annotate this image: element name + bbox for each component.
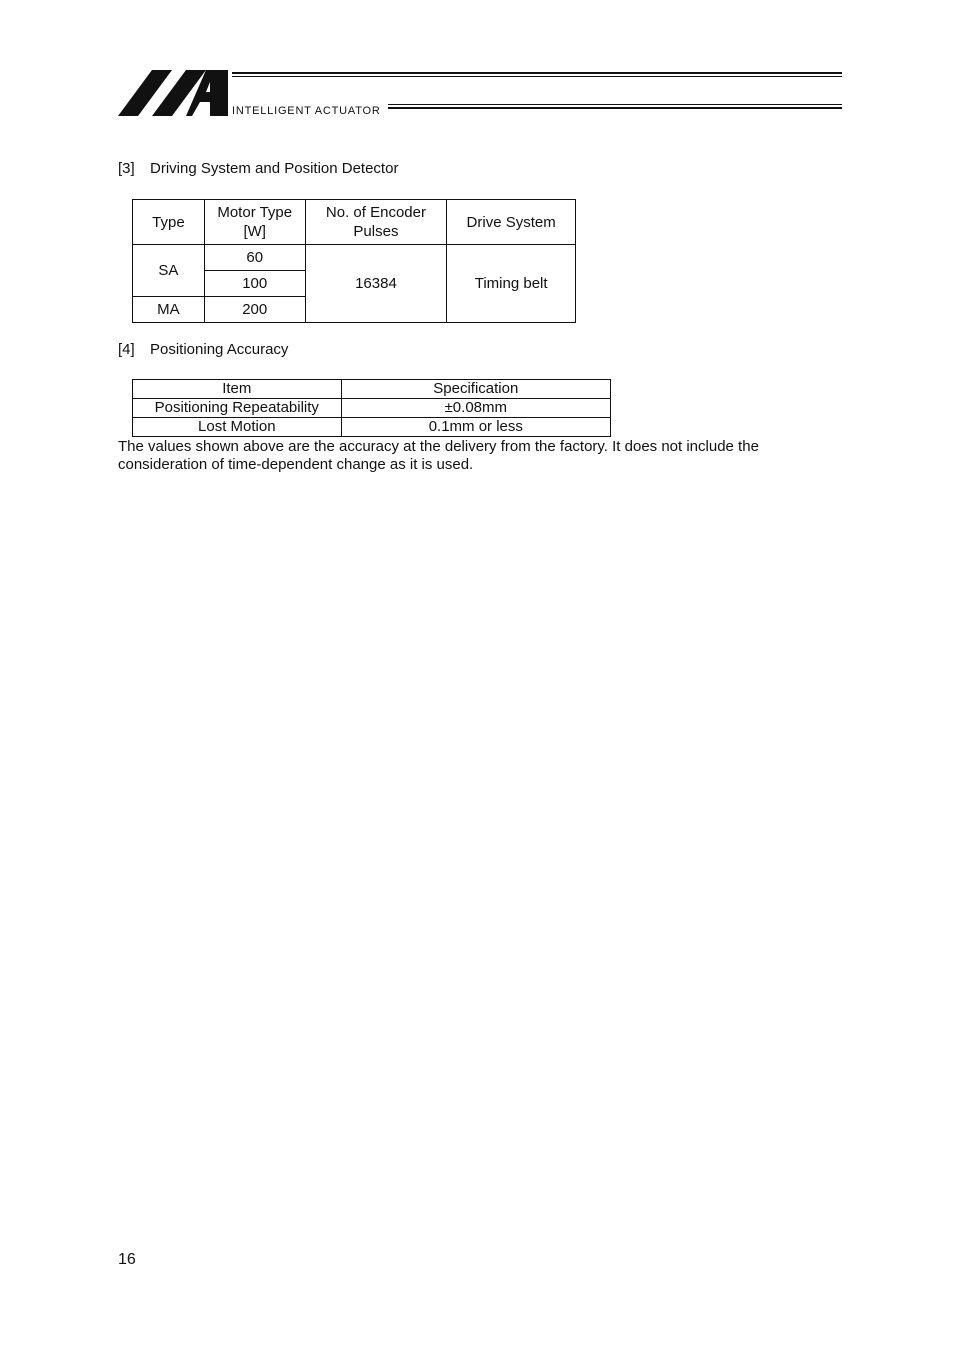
section-4-number: [4] [118,341,135,358]
cell-spec: ±0.08mm [341,399,610,418]
header-drive-system: Drive System [447,200,576,245]
cell-type: MA [133,297,205,323]
page-header [118,68,842,120]
header-rule-top-2 [232,76,842,77]
cell-item: Lost Motion [133,418,342,437]
section-3-title: Driving System and Position Detector [150,160,399,177]
table-row [133,399,611,418]
page-number: 16 [118,1251,136,1268]
cell-drive-system: Timing belt [447,245,576,323]
table-row [133,245,576,271]
iai-logo-icon [118,68,230,118]
section-4-title: Positioning Accuracy [150,341,289,358]
cell-motor: 200 [204,297,305,323]
accuracy-note: The values shown above are the accuracy at the delivery from the factory. It does not include the consideration of time-dependent change as it is used. [118,438,759,473]
cell-motor: 100 [204,271,305,297]
header-encoder-pulses: No. of Encoder Pulses [305,200,447,245]
section-3-heading [118,160,398,177]
cell-item: Positioning Repeatability [133,399,342,418]
table-row [133,418,611,437]
header-specification: Specification [341,380,610,399]
header-rule-bottom-2 [388,107,842,109]
section-4-heading [118,341,288,358]
cell-encoder-pulses: 16384 [305,245,447,323]
drive-system-table [132,199,576,323]
cell-motor: 60 [204,245,305,271]
section-3-number: [3] [118,160,135,177]
brand-name: INTELLIGENT ACTUATOR [232,105,381,117]
header-type: Type [133,200,205,245]
table-header-row [133,200,576,245]
cell-spec: 0.1mm or less [341,418,610,437]
header-rule-top-1 [232,72,842,74]
header-motor-type: Motor Type [W] [204,200,305,245]
table-header-row [133,380,611,399]
header-item: Item [133,380,342,399]
header-rule-bottom-1 [388,104,842,105]
positioning-accuracy-table [132,379,611,437]
cell-type: SA [133,245,205,297]
